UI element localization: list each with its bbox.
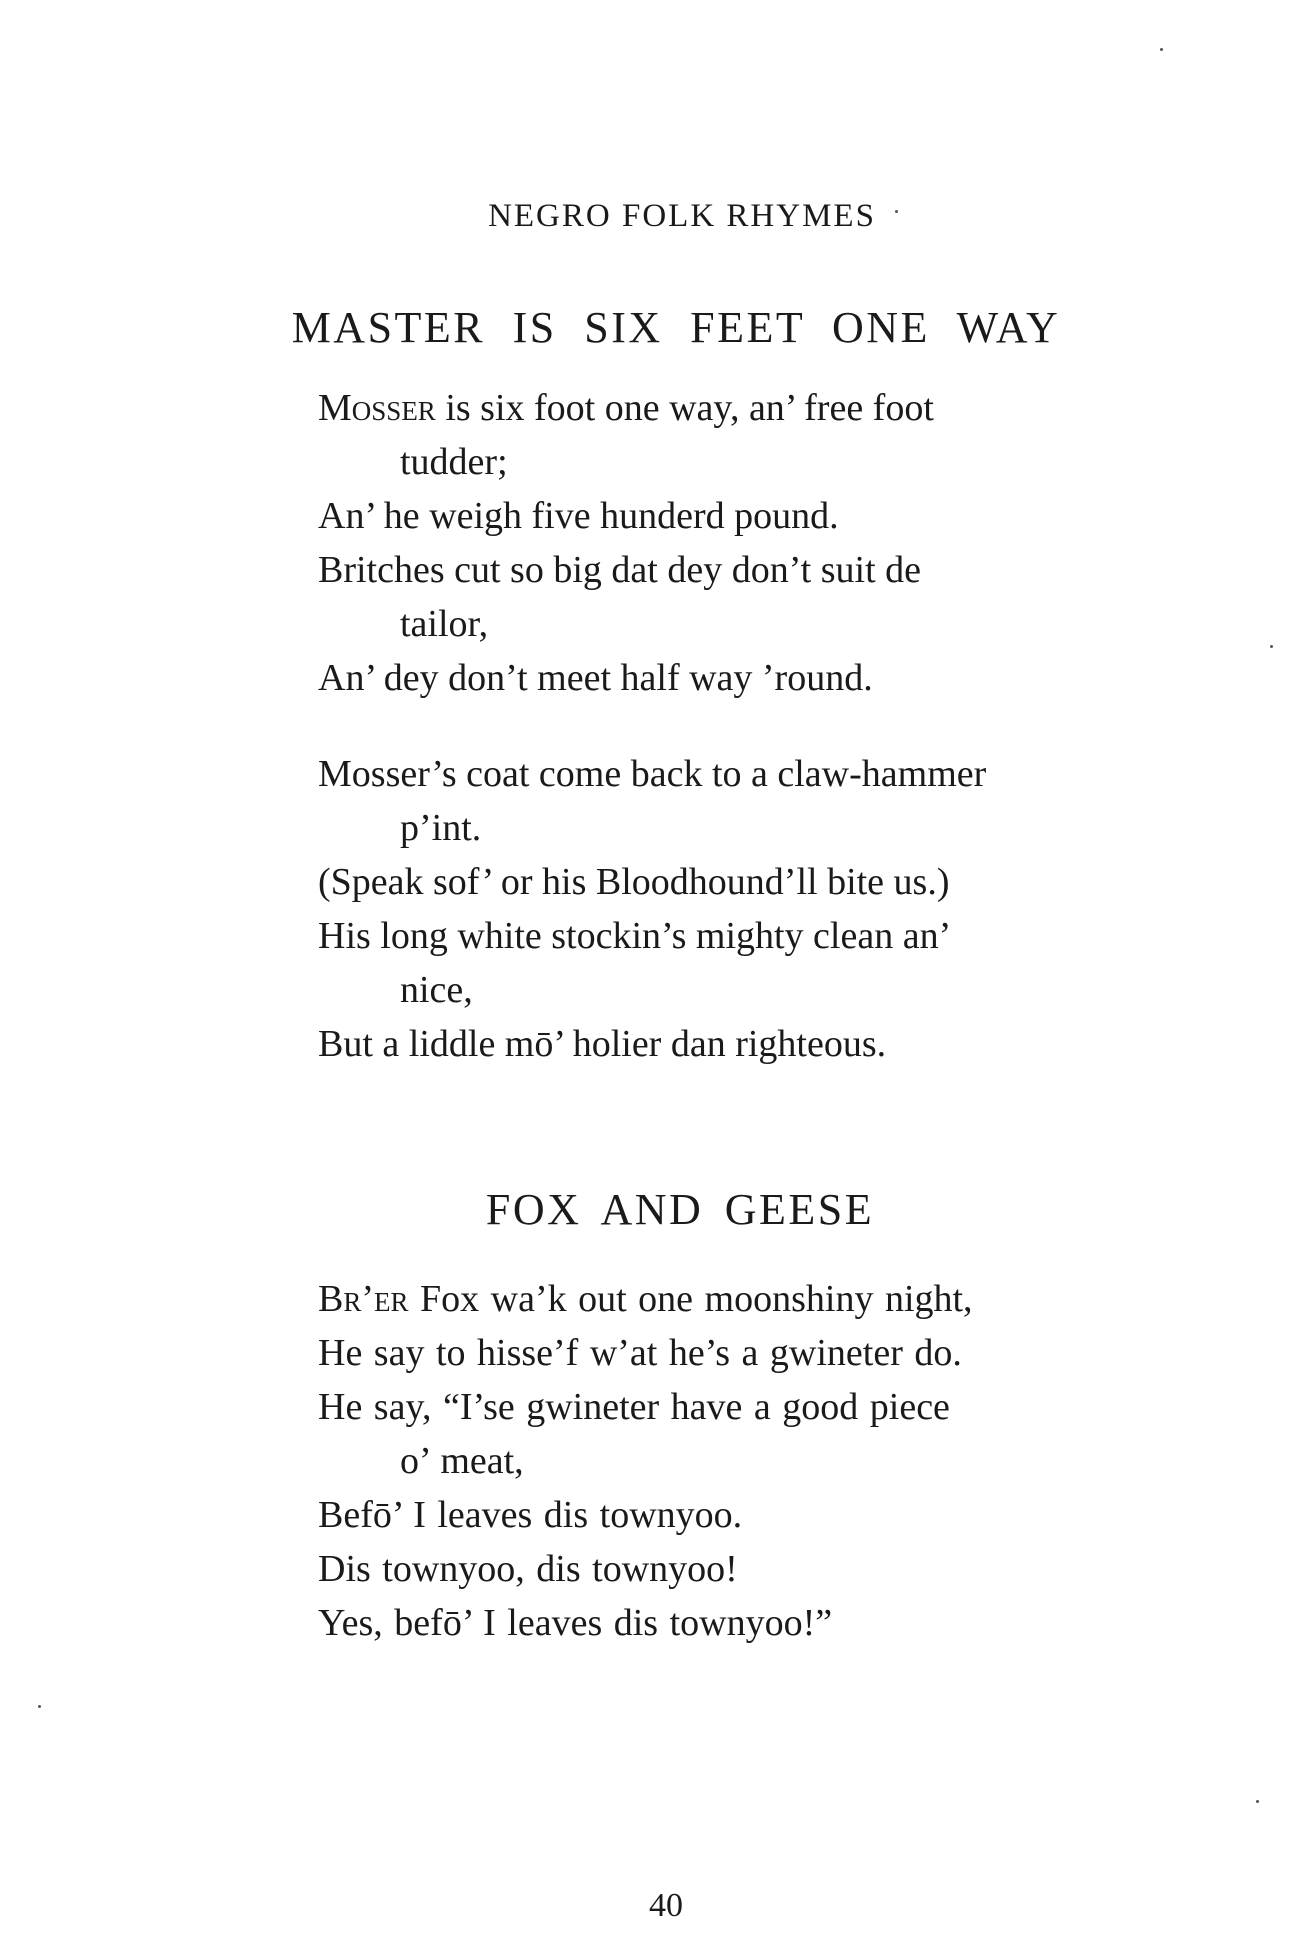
stanza	[318, 747, 1078, 1071]
verse-line-continuation: tudder;	[400, 441, 508, 483]
verse-line-continuation: tailor,	[400, 603, 489, 645]
verse-line: Dis townyoo, dis townyoo!	[318, 1548, 738, 1590]
verse-line	[318, 381, 1078, 435]
scan-speck	[895, 210, 898, 213]
verse-line: Mosser’s coat come back to a claw-hammer	[318, 753, 987, 795]
scan-speck	[1270, 645, 1273, 648]
poem-title: MASTER IS SIX FEET ONE WAY	[291, 303, 1061, 352]
running-head: NEGRO FOLK RHYMES	[488, 198, 876, 234]
verse-line: But a liddle mō’ holier dan righteous.	[318, 1023, 887, 1065]
verse-line: Befō’ I leaves dis townyoo.	[318, 1494, 743, 1536]
verse-line: Yes, befō’ I leaves dis townyoo!”	[318, 1602, 833, 1644]
stanza	[318, 1272, 1078, 1650]
small-caps-lead: Br’er	[318, 1278, 409, 1320]
verse-line: He say, “I’se gwineter have a good piece	[318, 1386, 950, 1428]
verse-text: is six foot one way, an’ free foot	[435, 387, 934, 429]
verse-line: An’ dey don’t meet half way ’round.	[318, 657, 873, 699]
verse-text: Fox wa’k out one moonshiny night,	[408, 1278, 973, 1320]
poem-title: FOX AND GEESE	[485, 1185, 875, 1234]
verse-line-continuation: nice,	[400, 969, 473, 1011]
scan-speck	[38, 1705, 41, 1708]
page-number: 40	[649, 1887, 683, 1924]
small-caps-lead: Mosser	[318, 387, 436, 429]
verse-line: Britches cut so big dat dey don’t suit de	[318, 549, 921, 591]
verse-line: He say to hisse’f w’at he’s a gwineter do.	[318, 1332, 962, 1374]
verse-line	[318, 1272, 1078, 1326]
stanza	[318, 381, 1078, 705]
scan-speck	[1160, 48, 1163, 51]
verse-line: His long white stockin’s mighty clean an’	[318, 915, 952, 957]
verse-line-continuation: p’int.	[400, 807, 482, 849]
verse-line: An’ he weigh five hunderd pound.	[318, 495, 839, 537]
verse-line-continuation: o’ meat,	[400, 1440, 524, 1482]
verse-line: (Speak sof’ or his Bloodhound’ll bite us.)	[318, 861, 950, 903]
scan-speck	[1256, 1800, 1259, 1803]
